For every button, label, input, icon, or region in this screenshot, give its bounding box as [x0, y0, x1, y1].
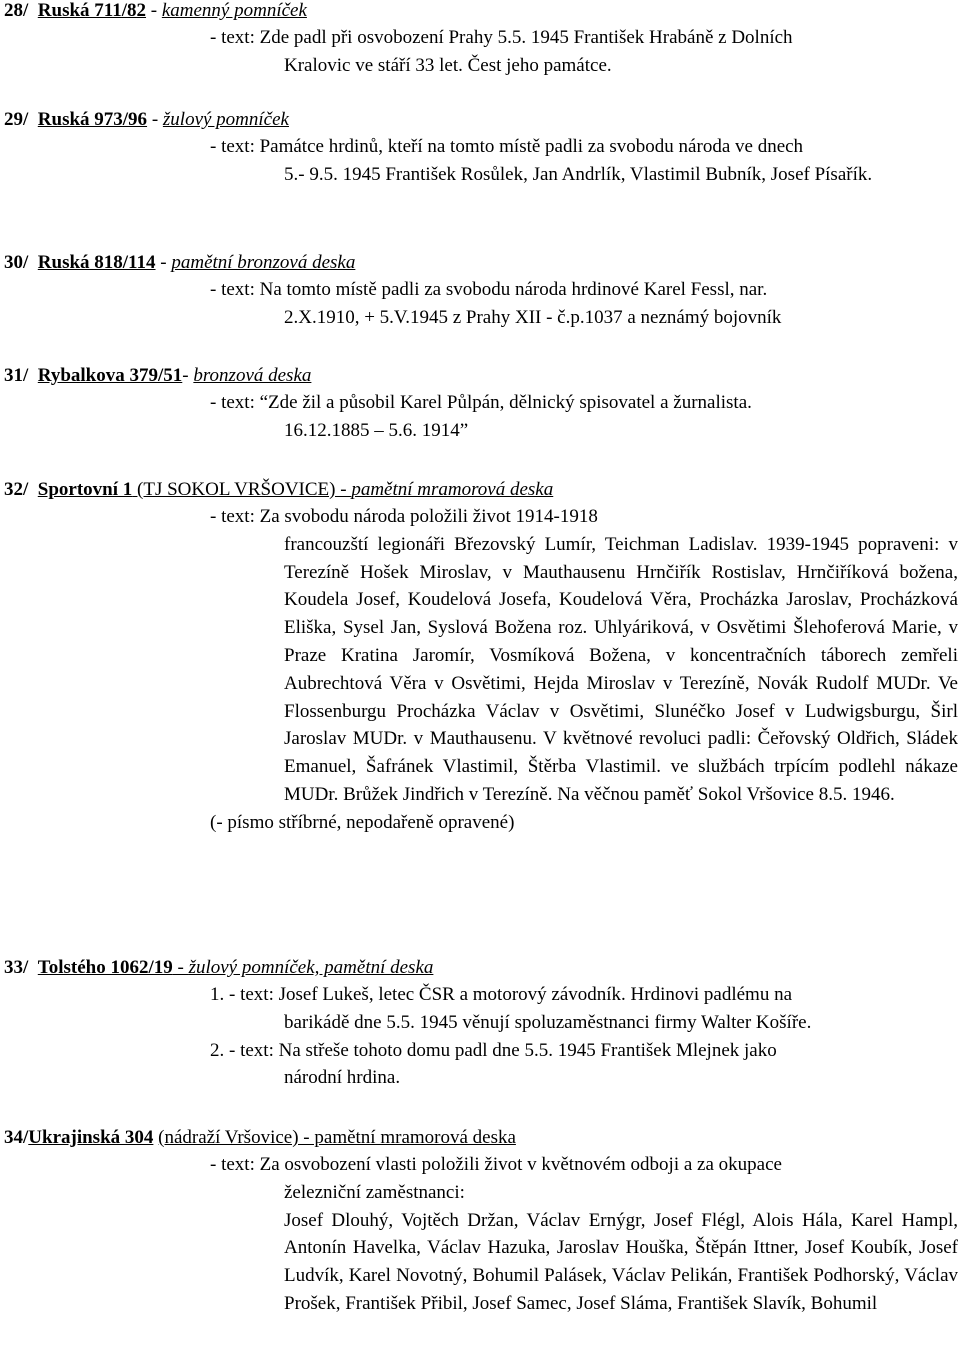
entry-location: Rybalkova 379/51	[37, 365, 183, 386]
entry-description: bronzová deska	[193, 365, 312, 386]
entry-text: - text: Zde padl při osvobození Prahy 5.5. 1945 František Hrabáně z Dolních	[210, 27, 793, 48]
entry-heading	[4, 362, 958, 389]
entry-text: - text: Na tomto místě padli za svobodu národa hrdinové Karel Fessl, nar.	[210, 279, 768, 300]
entry-description: žulový pomníček, pamětní deska	[188, 957, 434, 978]
entry-text: - text: Památce hrdinů, kteří na tomto místě padli za svobodu národa ve dnech	[210, 136, 804, 157]
entry-location: Ruská 973/96	[37, 109, 148, 130]
entry-number: 28/	[4, 0, 29, 21]
entry-description: žulový pomníček	[162, 109, 289, 130]
entry-number: 29/	[4, 109, 29, 130]
entry-34	[4, 1124, 958, 1318]
entry-item-1-continued: barikádě dne 5.5. 1945 věnují spoluzaměstnanci firmy Walter Košíře.	[284, 1011, 812, 1033]
entry-text-continued: 2.X.1910, + 5.V.1945 z Prahy XII - č.p.1037 a neznámý bojovník	[284, 306, 782, 328]
entry-text: - text: “Zde žil a působil Karel Půlpán, dělnický spisovatel a žurnalista.	[210, 392, 752, 413]
entry-heading	[4, 954, 958, 981]
entry-location: Sportovní 1	[37, 479, 133, 500]
entry-heading	[4, 106, 958, 133]
entry-separator: -	[172, 957, 189, 978]
entry-description: kamenný pomníček	[161, 0, 307, 21]
entry-names: Josef Dlouhý, Vojtěch Držan, Václav Ernýgr, Josef Flégl, Alois Hála, Karel Hampl, Antonín Havelka, Václav Hazuka, Jaroslav Houška, Štěpán Ittner, Josef Koubík, Josef Ludvík, Karel Novotný, Bohumil Palásek, Václav Pelikán, František Podhorský, Václav Prošek, František Přibil, Josef Samec, Josef Sláma, František Slavík, Bohumil	[284, 1209, 958, 1314]
entry-number: 34/	[4, 1127, 29, 1148]
entry-heading	[4, 249, 958, 276]
entry-description: pamětní mramorová deska	[351, 479, 554, 500]
entry-heading	[4, 1124, 958, 1151]
entry-note: (- písmo stříbrné, nepodařeně opravené)	[210, 811, 515, 833]
entry-location: Ukrajinská 304	[28, 1127, 154, 1148]
entry-number: 31/	[4, 365, 29, 386]
entry-number: 32/	[4, 479, 29, 500]
entry-number: 33/	[4, 957, 29, 978]
entry-text: - text: Za svobodu národa položili život 1914-1918	[210, 506, 598, 527]
entry-heading	[4, 476, 958, 503]
entry-text-continued: 5.- 9.5. 1945 František Rosůlek, Jan Andrlík, Vlastimil Bubník, Josef Písařík.	[284, 163, 873, 185]
entry-heading	[4, 0, 958, 24]
entry-29	[4, 106, 958, 189]
entry-text: - text: Za osvobození vlasti položili život v květnovém odboji a za okupace	[210, 1154, 782, 1175]
entry-description: (nádraží Vršovice) - pamětní mramorová deska	[158, 1127, 516, 1148]
entry-location: Tolstého 1062/19	[37, 957, 173, 978]
entry-separator: -	[182, 365, 194, 386]
entry-separator: (TJ SOKOL VRŠOVICE) -	[132, 479, 352, 500]
entry-separator: -	[147, 109, 163, 130]
entry-text-continued: francouzští legionáři Březovský Lumír, Teichman Ladislav. 1939-1945 popraveni: v Terezíně Hošek Miroslav, v Mauthausenu Hrnčiřík Rostislav, Hrnčiříková božena, Koudela Josef, Koudelová Josefa, Koudelová Věra, Procházka Jaroslav, Procházková Eliška, Sysel Jan, Syslová Božena roz. Uhlyáriková, v Osvětimi Šlehoferová Marie, v Praze Kratina Jaromír, Vosmíková Božena, v koncentračních táborech zemřeli Aubrechtová Věra v Osvětimi, Hejda Miroslav v Terezíně, Novák Rudolf MUDr. Ve Flossenburgu Procházka Václav v Osvětimi, Slunéčko Josef v Ludwigsburgu, Širl Jaroslav MUDr. v Mauthausenu. V květnové revoluci padli: Čeřovský Oldřich, Sládek Emanuel, Šafránek Vlastimil, Štěrba Vlastimil. ve službách trpícím podlehl nákaze MUDr. Brůžek Jindřich v Terezíně. Na věčnou paměť Sokol Vršovice 8.5. 1946.	[284, 533, 958, 805]
entry-item-1: 1. - text: Josef Lukeš, letec ČSR a motorový závodník. Hrdinovi padlému na	[210, 984, 793, 1005]
entry-item-2-continued: národní hrdina.	[284, 1067, 401, 1089]
entry-location: Ruská 818/114	[37, 252, 156, 273]
entry-33	[4, 954, 958, 1092]
entry-separator: -	[155, 252, 172, 273]
entry-text-continued: železniční zaměstnanci:	[284, 1181, 465, 1203]
entry-description: pamětní bronzová deska	[171, 252, 356, 273]
entry-32	[4, 476, 958, 837]
entry-separator: -	[146, 0, 162, 21]
entry-location: Ruská 711/82	[37, 0, 147, 21]
entry-number: 30/	[4, 252, 29, 273]
entry-text-continued: Kralovic ve stáří 33 let. Čest jeho památce.	[284, 54, 612, 76]
entry-item-2: 2. - text: Na střeše tohoto domu padl dne 5.5. 1945 František Mlejnek jako	[210, 1039, 777, 1061]
entry-text-continued: 16.12.1885 – 5.6. 1914”	[284, 419, 469, 441]
entry-30	[4, 249, 958, 332]
entry-31	[4, 362, 958, 445]
entry-28	[4, 0, 958, 80]
